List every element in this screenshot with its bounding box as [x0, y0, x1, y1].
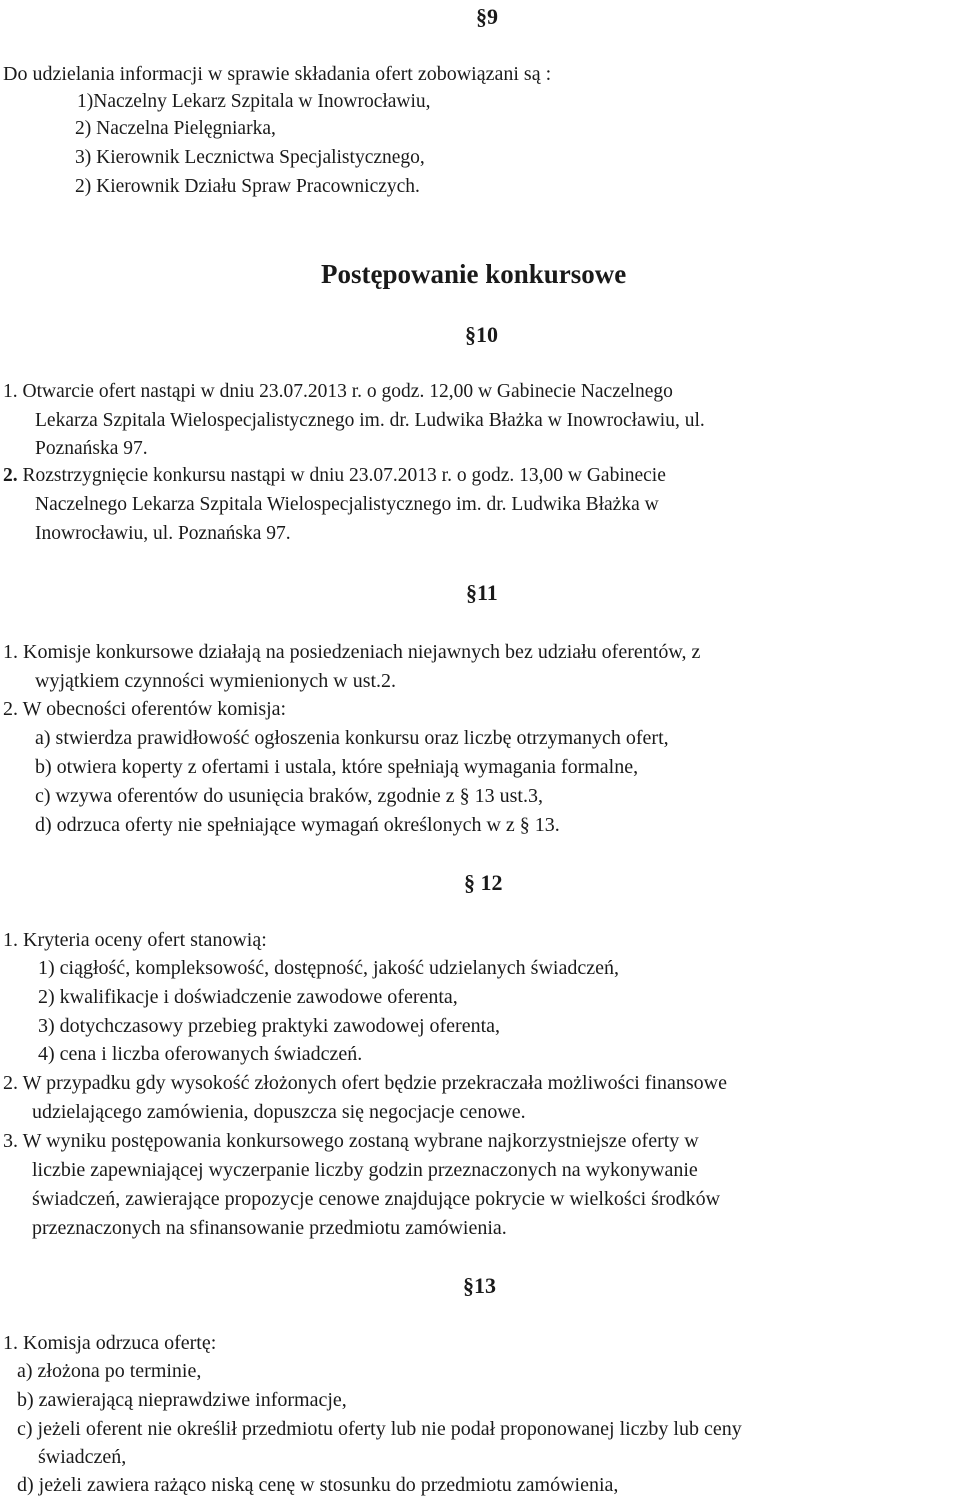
- section-12-line: 2. W przypadku gdy wysokość złożonych ofert będzie przekraczała możliwości finansowe: [3, 1072, 728, 1094]
- section-13-line: b) zawierającą nieprawdziwe informacje,: [17, 1389, 347, 1411]
- section-11-line: 2. W obecności oferentów komisja:: [3, 698, 287, 720]
- section-13-line: świadczeń,: [38, 1446, 127, 1468]
- section-12-line: udzielającego zamówienia, dopuszcza się negocjacje cenowe.: [32, 1101, 526, 1123]
- section-12-line: 3. W wyniku postępowania konkursowego zostaną wybrane najkorzystniejsze oferty w: [3, 1130, 699, 1152]
- section-10-line: Inowrocławiu, ul. Poznańska 97.: [35, 523, 291, 544]
- section-9-intro: Do udzielania informacji w sprawie składania ofert zobowiązani są :: [3, 63, 552, 85]
- section-sign: §: [476, 4, 487, 29]
- section-number: 10: [476, 322, 498, 347]
- section-sign: §: [466, 580, 477, 605]
- section-number: 11: [477, 580, 498, 605]
- section-11-line: d) odrzuca oferty nie spełniające wymagań określonych w z § 13.: [35, 814, 560, 836]
- section-13-line: c) jeżeli oferent nie określił przedmiotu oferty lub nie podał proponowanej liczby lub ceny: [17, 1418, 742, 1440]
- section-10-heading: [465, 322, 498, 348]
- section-10-line: 1. Otwarcie ofert nastąpi w dniu 23.07.2013 r. o godz. 12,00 w Gabinecie Naczelnego: [3, 381, 673, 402]
- section-12-line: liczbie zapewniającej wyczerpanie liczby godzin przeznaczonych na wykonywanie: [32, 1159, 698, 1181]
- section-13-line: 1. Komisja odrzuca ofertę:: [3, 1332, 217, 1354]
- section-12-line: przeznaczonych na sfinansowanie przedmiotu zamówienia.: [32, 1217, 507, 1239]
- section-13-heading: [463, 1273, 496, 1299]
- section-11-line: wyjątkiem czynności wymienionych w ust.2.: [35, 670, 397, 692]
- section-13-line: d) jeżeli zawiera rażąco niską cenę w stosunku do przedmiotu zamówienia,: [17, 1474, 619, 1496]
- section-13-line: a) złożona po terminie,: [17, 1360, 202, 1382]
- page-title: Postępowanie konkursowe: [321, 259, 627, 289]
- section-10-line: [3, 464, 666, 488]
- section-12-line: świadczeń, zawierające propozycje cenowe znajdujące pokrycie w wielkości środków: [32, 1188, 721, 1210]
- section-sign: §: [465, 322, 476, 347]
- section-sign: §: [463, 1273, 474, 1298]
- section-number: 13: [474, 1273, 496, 1298]
- contact-item: 2) Kierownik Działu Spraw Pracowniczych.: [75, 176, 420, 197]
- section-number: 9: [487, 4, 498, 29]
- item-text: Rozstrzygnięcie konkursu nastąpi w dniu 23.07.2013 r. o godz. 13,00 w Gabinecie: [22, 465, 666, 486]
- contact-item: 1)Naczelny Lekarz Szpitala w Inowrocławiu,: [77, 91, 431, 112]
- section-11-heading: [466, 580, 498, 606]
- section-11-line: c) wzywa oferentów do usunięcia braków, zgodnie z § 13 ust.3,: [35, 785, 543, 807]
- section-11-line: a) stwierdza prawidłowość ogłoszenia konkursu oraz liczbę otrzymanych ofert,: [35, 727, 669, 749]
- contact-item: 3) Kierownik Lecznictwa Specjalistycznego,: [75, 147, 425, 168]
- section-11-line: b) otwiera koperty z ofertami i ustala, które spełniają wymagania formalne,: [35, 756, 639, 778]
- section-sign: §: [464, 870, 475, 895]
- section-12-line: 1) ciągłość, kompleksowość, dostępność, jakość udzielanych świadczeń,: [38, 957, 619, 979]
- contact-item: 2) Naczelna Pielęgniarka,: [75, 118, 276, 139]
- item-number: 2.: [3, 465, 18, 486]
- section-12-line: 2) kwalifikacje i doświadczenie zawodowe oferenta,: [38, 986, 458, 1008]
- section-12-line: 1. Kryteria oceny ofert stanowią:: [3, 929, 267, 951]
- section-10-line: Lekarza Szpitala Wielospecjalistycznego im. dr. Ludwika Błażka w Inowrocławiu, ul.: [35, 410, 705, 431]
- section-12-line: 4) cena i liczba oferowanych świadczeń.: [38, 1043, 363, 1065]
- section-number: 12: [480, 870, 503, 895]
- section-12-line: 3) dotychczasowy przebieg praktyki zawodowej oferenta,: [38, 1015, 501, 1037]
- section-11-line: 1. Komisje konkursowe działają na posiedzeniach niejawnych bez udziału oferentów, z: [3, 641, 701, 663]
- section-9-heading: [476, 4, 498, 30]
- section-10-line: Poznańska 97.: [35, 438, 148, 459]
- section-12-heading: [464, 870, 503, 896]
- section-10-line: Naczelnego Lekarza Szpitala Wielospecjalistycznego im. dr. Ludwika Błażka w: [35, 494, 659, 515]
